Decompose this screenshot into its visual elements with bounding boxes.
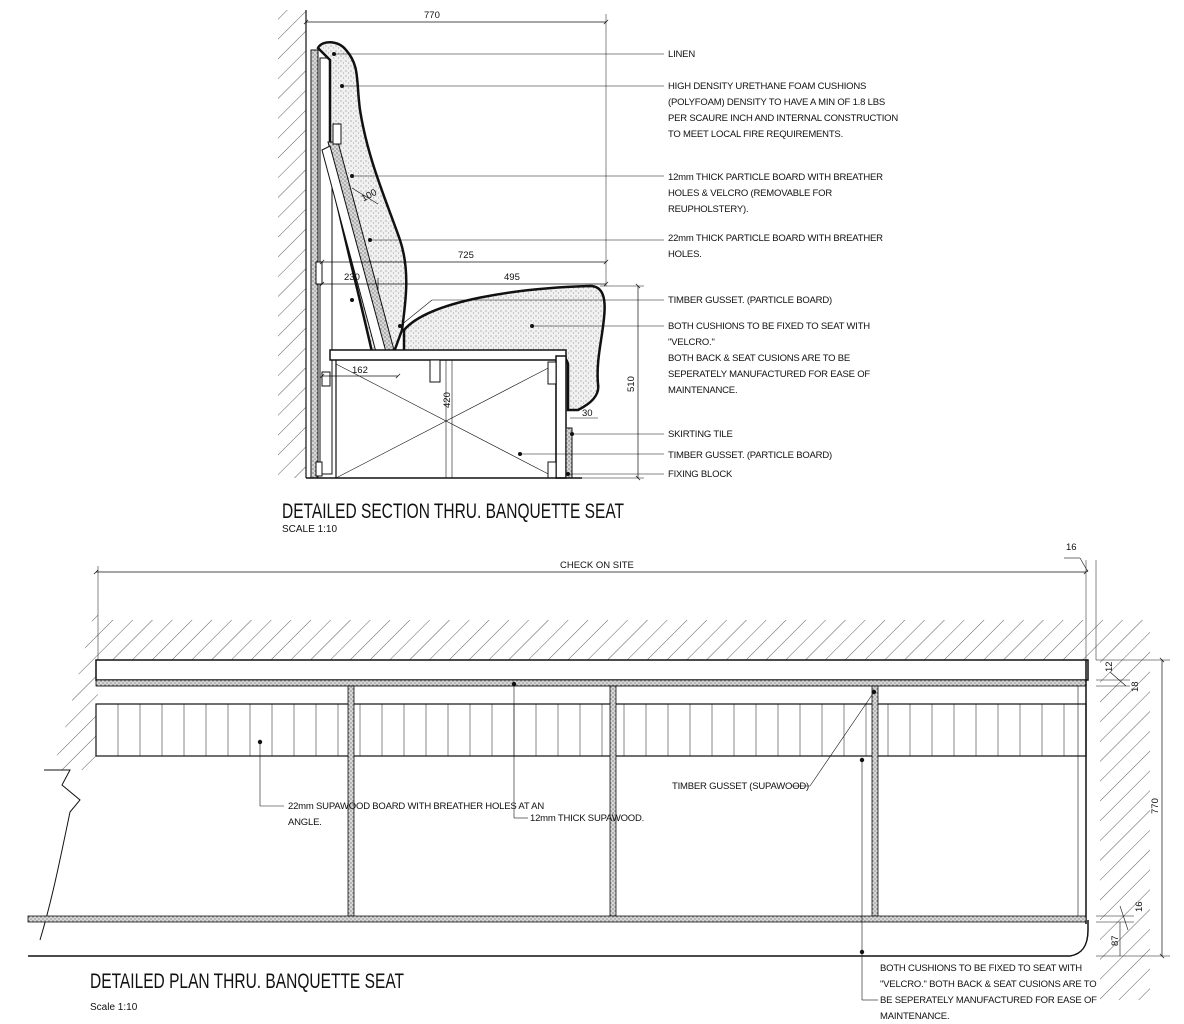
plan-title: DETAILED PLAN THRU. BANQUETTE SEAT: [90, 970, 405, 993]
dim-725: 725: [458, 250, 474, 261]
label-board22-1: 22mm THICK PARTICLE BOARD WITH BREATHER: [668, 233, 883, 244]
label-board12-2: HOLES & VELCRO (REMOVABLE FOR: [668, 188, 833, 199]
label-gusset-bottom: TIMBER GUSSET. (PARTICLE BOARD): [668, 450, 832, 461]
dim-30: 30: [582, 408, 593, 419]
label-board12-1: 12mm THICK PARTICLE BOARD WITH BREATHER: [668, 172, 883, 183]
plan-board-22mm: [96, 704, 1086, 756]
section-scale: SCALE 1:10: [282, 524, 338, 535]
plan-scale: Scale 1:10: [90, 1002, 138, 1013]
section-labels: [668, 49, 898, 480]
dim-87-plan: 87: [1110, 935, 1121, 946]
plan-gusset-2: [610, 686, 616, 916]
section-wall: [278, 10, 306, 478]
plan-labels: [288, 781, 1097, 1022]
seat-board: [330, 350, 566, 360]
dim-770: 770: [424, 10, 440, 21]
label-gusset-plan: TIMBER GUSSET (SUPAWOOD): [672, 781, 810, 792]
dim-230: 230: [344, 272, 360, 283]
dim-420: 420: [442, 392, 453, 408]
label-board22-plan-1: 22mm SUPAWOOD BOARD WITH BREATHER HOLES AT AN: [288, 801, 544, 812]
label-velcro-plan-3: BE SEPERATELY MANUFACTURED FOR EASE OF: [880, 995, 1097, 1006]
label-velcro-plan-4: MAINTENANCE.: [880, 1011, 950, 1022]
label-foam-1: HIGH DENSITY URETHANE FOAM CUSHIONS: [668, 81, 867, 92]
label-fixing-block: FIXING BLOCK: [668, 469, 733, 480]
label-velcro-3: BOTH BACK & SEAT CUSIONS ARE TO BE: [668, 353, 851, 364]
seat-front-board: [556, 356, 566, 478]
label-foam-2: (POLYFOAM) DENSITY TO HAVE A MIN OF 1.8 LBS: [668, 97, 885, 108]
label-gusset-top: TIMBER GUSSET. (PARTICLE BOARD): [668, 295, 832, 306]
section-view: [278, 10, 898, 535]
plan-gusset-3: [872, 686, 878, 916]
section-title: DETAILED SECTION THRU. BANQUETTE SEAT: [282, 500, 625, 523]
label-linen: LINEN: [668, 49, 695, 60]
seat-cushion: [404, 286, 605, 410]
dim-162: 162: [352, 365, 368, 376]
dim-495: 495: [504, 272, 520, 283]
label-velcro-5: MAINTENANCE.: [668, 385, 738, 396]
label-board12-plan: 12mm THICK SUPAWOOD.: [530, 813, 645, 824]
dim-510: 510: [626, 376, 637, 392]
plan-back-outline: [96, 660, 1088, 680]
dim-16-top: 16: [1066, 542, 1077, 553]
plan-front-board: [28, 916, 1086, 922]
dim-12-plan: 12: [1104, 661, 1115, 672]
label-skirting: SKIRTING TILE: [668, 429, 733, 440]
dim-18-plan: 18: [1130, 681, 1141, 692]
label-board12-3: REUPHOLSTERY).: [668, 204, 749, 215]
label-foam-4: TO MEET LOCAL FIRE REQUIREMENTS.: [668, 129, 844, 140]
label-board22-2: HOLES.: [668, 249, 702, 260]
label-velcro-plan-1: BOTH CUSHIONS TO BE FIXED TO SEAT WITH: [880, 963, 1082, 974]
dim-16-plan: 16: [1134, 901, 1145, 912]
label-velcro-4: SEPERATELY MANUFACTURED FOR EASE OF: [668, 369, 871, 380]
dim-check-on-site: CHECK ON SITE: [560, 560, 634, 571]
plan-board-12mm: [96, 680, 1086, 686]
label-foam-3: PER SCAURE INCH AND INTERNAL CONSTRUCTION: [668, 113, 899, 124]
label-velcro-plan-2: "VELCRO." BOTH BACK & SEAT CUSIONS ARE TO: [880, 979, 1097, 990]
label-velcro-2: "VELCRO.": [668, 337, 715, 348]
plan-seat-front-edge: [28, 920, 1088, 956]
label-velcro-1: BOTH CUSHIONS TO BE FIXED TO SEAT WITH: [668, 321, 870, 332]
plan-view: [28, 542, 1170, 1022]
dim-770-plan: 770: [1150, 798, 1161, 814]
label-board22-plan-2: ANGLE.: [288, 817, 322, 828]
dim-100: 100: [359, 187, 379, 205]
